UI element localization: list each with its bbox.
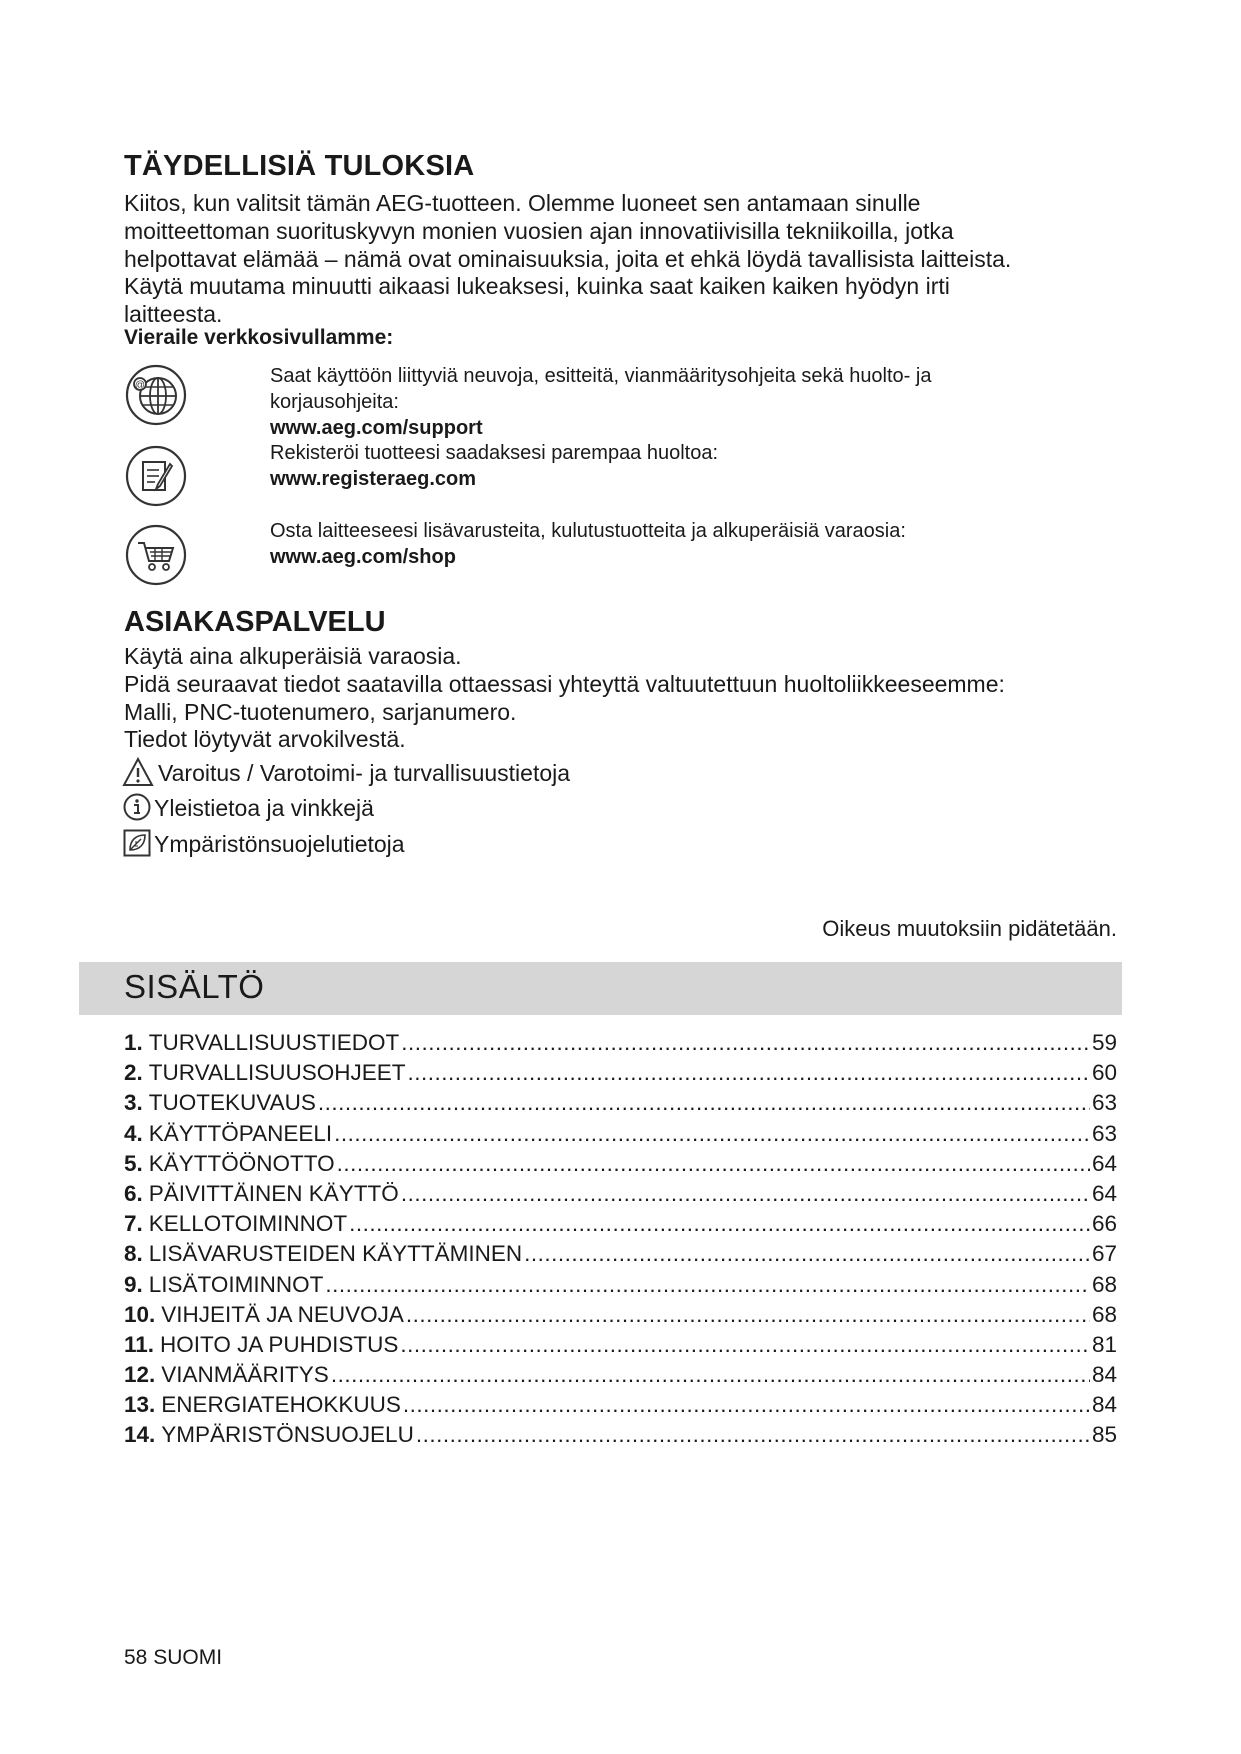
toc-item-label: VIHJEITÄ JA NEUVOJA	[161, 1301, 404, 1327]
web-link-line: Saat käyttöön liittyviä neuvoja, esitteitä, vianmääritysohjeita sekä huolto- ja	[270, 365, 932, 387]
intro-line: helpottavat elämää – nämä ovat ominaisuuksia, joita et ehkä löydä tavallisista laitteista.	[124, 245, 1012, 272]
toc-title: SISÄLTÖ	[124, 968, 265, 1005]
toc-item-label: TURVALLISUUSOHJEET	[148, 1060, 406, 1086]
toc-item[interactable]	[124, 1090, 1117, 1120]
footer-language: SUOMI	[153, 1646, 223, 1669]
section-title-customer-service: ASIAKASPALVELU	[124, 606, 386, 638]
toc-item-label: TUOTEKUVAUS	[148, 1090, 316, 1116]
toc-item-number: 4.	[124, 1120, 143, 1146]
toc-item-label: VIANMÄÄRITYS	[161, 1362, 329, 1388]
toc-item-number: 14.	[124, 1422, 156, 1448]
toc-item-label: PÄIVITTÄINEN KÄYTTÖ	[148, 1180, 399, 1206]
web-link-support	[124, 363, 1124, 439]
service-line: Malli, PNC-tuotenumero, sarjanumero.	[124, 698, 517, 725]
legend-info	[122, 792, 822, 824]
service-line: Käytä aina alkuperäisiä varaosia.	[124, 643, 462, 669]
toc-leader-dots	[334, 1121, 1090, 1147]
web-link-line: korjausohjeita:	[270, 391, 399, 413]
legend-label: Ympäristönsuojelutietoja	[154, 831, 405, 857]
toc-item-number: 3.	[124, 1090, 143, 1116]
toc-item-label: LISÄVARUSTEIDEN KÄYTTÄMINEN	[148, 1241, 523, 1267]
toc-item-number: 10.	[124, 1301, 156, 1327]
svg-text:@: @	[134, 380, 146, 391]
toc-item-page: 84	[1091, 1362, 1117, 1388]
toc-item-number: 11.	[124, 1331, 155, 1357]
service-line: Pidä seuraavat tiedot saatavilla ottaessasi yhteyttä valtuutettuun huoltoliikkeeseemme:	[124, 670, 1005, 697]
visit-website-label: Vieraile verkkosivullamme:	[124, 326, 394, 349]
web-link-line: Osta laitteeseesi lisävarusteita, kulutustuotteita ja alkuperäisiä varaosia:	[270, 520, 906, 542]
footer-page-number: 58	[124, 1646, 148, 1669]
toc-item-number: 7.	[124, 1211, 143, 1237]
section-title-results: TÄYDELLISIÄ TULOKSIA	[124, 150, 475, 182]
toc-item-page: 59	[1091, 1030, 1117, 1055]
intro-line: moitteettoman suorituskyvyn monien vuosien ajan innovatiivisilla tekniikoilla, jotka	[124, 217, 954, 244]
web-link-text	[270, 518, 1090, 570]
toc-item-number: 12.	[124, 1362, 156, 1388]
toc-leader-dots	[318, 1090, 1090, 1116]
toc-leader-dots	[400, 1332, 1090, 1358]
toc-item[interactable]	[124, 1392, 1117, 1422]
web-link-shop	[124, 518, 1124, 588]
toc-item[interactable]	[124, 1181, 1117, 1211]
intro-line: Kiitos, kun valitsit tämän AEG-tuotteen. Olemme luoneet sen antamaan sinulle	[124, 190, 921, 216]
toc-leader-dots	[401, 1181, 1090, 1207]
toc-item-number: 1.	[124, 1030, 143, 1055]
toc-item[interactable]	[124, 1121, 1117, 1151]
legend-warning	[122, 757, 822, 789]
toc-item-number: 9.	[124, 1271, 143, 1297]
toc-item-page: 64	[1091, 1150, 1117, 1176]
toc-leader-dots	[524, 1241, 1090, 1267]
legend-environment	[122, 828, 822, 860]
toc-leader-dots	[349, 1211, 1090, 1237]
toc-item-page: 67	[1091, 1241, 1117, 1267]
page-footer	[124, 1646, 222, 1670]
toc-item-page: 63	[1091, 1120, 1117, 1146]
toc-item-label: KELLOTOIMINNOT	[148, 1211, 348, 1237]
toc-item-label: TURVALLISUUSTIEDOT	[148, 1030, 400, 1055]
web-link-line: Rekisteröi tuotteesi saadaksesi parempaa huoltoa:	[270, 442, 719, 464]
intro-line: laitteesta.	[124, 301, 223, 328]
toc-item-number: 5.	[124, 1150, 143, 1176]
toc-item-number: 6.	[124, 1180, 143, 1206]
toc-leader-dots	[408, 1060, 1090, 1086]
toc-item-label: ENERGIATEHOKKUUS	[161, 1392, 401, 1418]
toc-leader-dots	[331, 1362, 1090, 1388]
toc-item[interactable]	[124, 1211, 1117, 1241]
cart-icon	[124, 523, 188, 587]
toc-item[interactable]	[124, 1272, 1117, 1302]
toc-leader-dots	[406, 1302, 1090, 1328]
toc-item-page: 63	[1091, 1090, 1117, 1116]
toc-item-label: HOITO JA PUHDISTUS	[160, 1331, 399, 1357]
toc-item[interactable]	[124, 1332, 1117, 1362]
toc-leader-dots	[416, 1422, 1090, 1448]
toc-item[interactable]	[124, 1362, 1117, 1392]
toc-item-page: 68	[1091, 1271, 1117, 1297]
toc-item-label: KÄYTTÖÖNOTTO	[148, 1150, 335, 1176]
web-link-register	[124, 440, 1124, 510]
web-link-text	[270, 363, 1090, 441]
toc-leader-dots	[401, 1030, 1090, 1056]
warning-icon	[122, 757, 154, 787]
toc-item[interactable]	[124, 1030, 1117, 1060]
toc-item-number: 13.	[124, 1392, 156, 1418]
intro-line: Käytä muutama minuutti aikaasi lukeaksesi, kuinka saat kaiken kaiken hyödyn irti	[124, 273, 950, 300]
leaf-icon	[122, 828, 152, 858]
toc-item-number: 2.	[124, 1060, 143, 1086]
toc-item-number: 8.	[124, 1241, 143, 1267]
toc-item[interactable]	[124, 1060, 1117, 1090]
toc-item-page: 84	[1091, 1392, 1117, 1418]
table-of-contents	[124, 1030, 1117, 1453]
toc-item[interactable]	[124, 1151, 1117, 1181]
toc-item[interactable]	[124, 1422, 1117, 1452]
legend-label: Yleistietoa ja vinkkejä	[154, 795, 374, 821]
service-line: Tiedot löytyvät arvokilvestä.	[124, 726, 406, 753]
toc-item[interactable]	[124, 1241, 1117, 1271]
toc-item[interactable]	[124, 1302, 1117, 1332]
info-icon	[122, 792, 152, 822]
register-url-link[interactable]: www.registeraeg.com	[270, 468, 476, 490]
toc-item-page: 68	[1091, 1301, 1117, 1327]
toc-item-page: 64	[1091, 1180, 1117, 1206]
legend-label: Varoitus / Varotoimi- ja turvallisuustietoja	[158, 760, 571, 786]
shop-url-link[interactable]: www.aeg.com/shop	[270, 546, 456, 568]
toc-item-label: YMPÄRISTÖNSUOJELU	[161, 1422, 414, 1448]
toc-item-page: 60	[1091, 1060, 1117, 1086]
service-paragraph	[124, 643, 1124, 754]
globe-icon	[124, 363, 188, 427]
toc-leader-dots	[325, 1272, 1090, 1298]
toc-item-page: 85	[1091, 1422, 1117, 1448]
toc-leader-dots	[403, 1392, 1090, 1418]
intro-paragraph	[124, 190, 1124, 329]
toc-item-label: LISÄTOIMINNOT	[148, 1271, 324, 1297]
toc-item-label: KÄYTTÖPANEELI	[148, 1120, 333, 1146]
toc-leader-dots	[337, 1151, 1090, 1177]
register-icon	[124, 444, 188, 508]
toc-item-page: 66	[1091, 1211, 1117, 1237]
rights-reserved-notice: Oikeus muutoksiin pidätetään.	[822, 916, 1117, 941]
support-url-link[interactable]: www.aeg.com/support	[270, 417, 483, 439]
toc-item-page: 81	[1091, 1331, 1117, 1357]
web-link-text	[270, 440, 1090, 492]
